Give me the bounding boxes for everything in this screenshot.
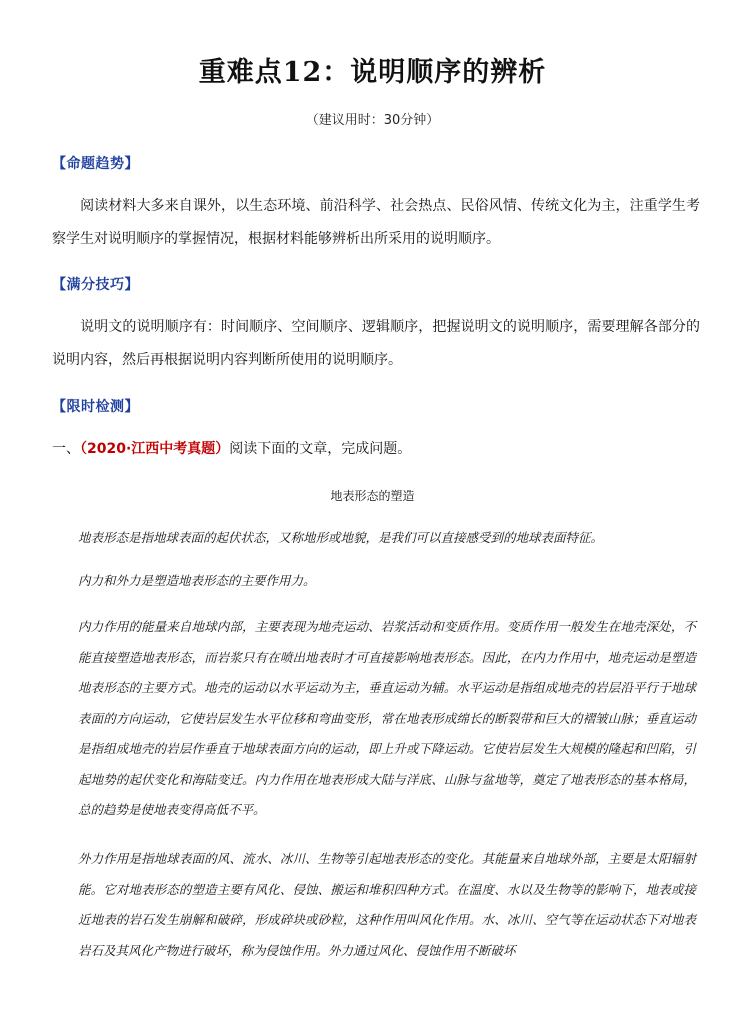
section-heading-skills: 【满分技巧】 — [52, 277, 139, 293]
article-paragraph-2: 内力和外力是塑造地表形态的主要作用力。 — [78, 573, 316, 588]
article-title: 地表形态的塑造 — [330, 489, 415, 503]
question-number: 一、 — [52, 441, 80, 457]
section-text-trend — [52, 190, 700, 256]
section-text-skills — [52, 311, 700, 377]
article-paragraph-1: 地表形态是指地球表面的起伏状态，又称地形或地貌，是我们可以直接感受到的地球表面特征。 — [78, 530, 604, 545]
article-paragraph-4: 外力作用是指地球表面的风、流水、冰川、生物等引起地表形态的变化。其能量来自地球外部，主要是太阳辐射能。它对地表形态的塑造主要有风化、侵蚀、搬运和堆积四种方式。在温度、水以及生物等的影响下，地表或接近地表的岩石发生崩解和破碎，形成碎块或砂粒，这种作用叫风化作用。水、冰川、空气等在运动状态下对地表岩石及其风化产物进行破坏，称为侵蚀作用。外力通过风化、侵蚀作用不断破坏 — [78, 851, 696, 958]
question-instruction: 阅读下面的文章，完成问题。 — [229, 441, 412, 457]
section-heading-test: 【限时检测】 — [52, 399, 139, 415]
section-heading-trend: 【命题趋势】 — [52, 156, 139, 172]
section-text-trend-content: 阅读材料大多来自课外，以生态环境、前沿科学、社会热点、民俗风情、传统文化为主，注重学生考察学生对说明顺序的掌握情况，根据材料能够辨析出所采用的说明顺序。 — [52, 198, 700, 247]
section-text-skills-content: 说明文的说明顺序有：时间顺序、空间顺序、逻辑顺序，把握说明文的说明顺序，需要理解各部分的说明内容，然后再根据说明内容判断所使用的说明顺序。 — [52, 319, 700, 368]
page-title: 重难点12：说明顺序的辨析 — [198, 57, 547, 88]
page-subtitle: （建议用时：30分钟） — [305, 113, 440, 128]
question-source: （2020·江西中考真题） — [80, 441, 230, 457]
question-line — [52, 438, 411, 458]
article-paragraph-3: 内力作用的能量来自地球内部，主要表现为地壳运动、岩浆活动和变质作用。变质作用一般发生在地壳深处，不能直接塑造地表形态，而岩浆只有在喷出地表时才可直接影响地表形态。因此，在内力作用中，地壳运动是塑造地表形态的主要方式。地壳的运动以水平运动为主，垂直运动为辅。水平运动是指组成地壳的岩层沿平行于地球表面的方向运动，它使岩层发生水平位移和弯曲变形，常在地表形成绵长的断裂带和巨大的褶皱山脉；垂直运动是指组成地壳的岩层作垂直于地球表面方向的运动，即上升或下降运动。它使岩层发生大规模的隆起和凹陷，引起地势的起伏变化和海陆变迁。内力作用在地表形成大陆与洋底、山脉与盆地等，奠定了地表形态的基本格局，总的趋势是使地表变得高低不平。 — [78, 619, 696, 817]
